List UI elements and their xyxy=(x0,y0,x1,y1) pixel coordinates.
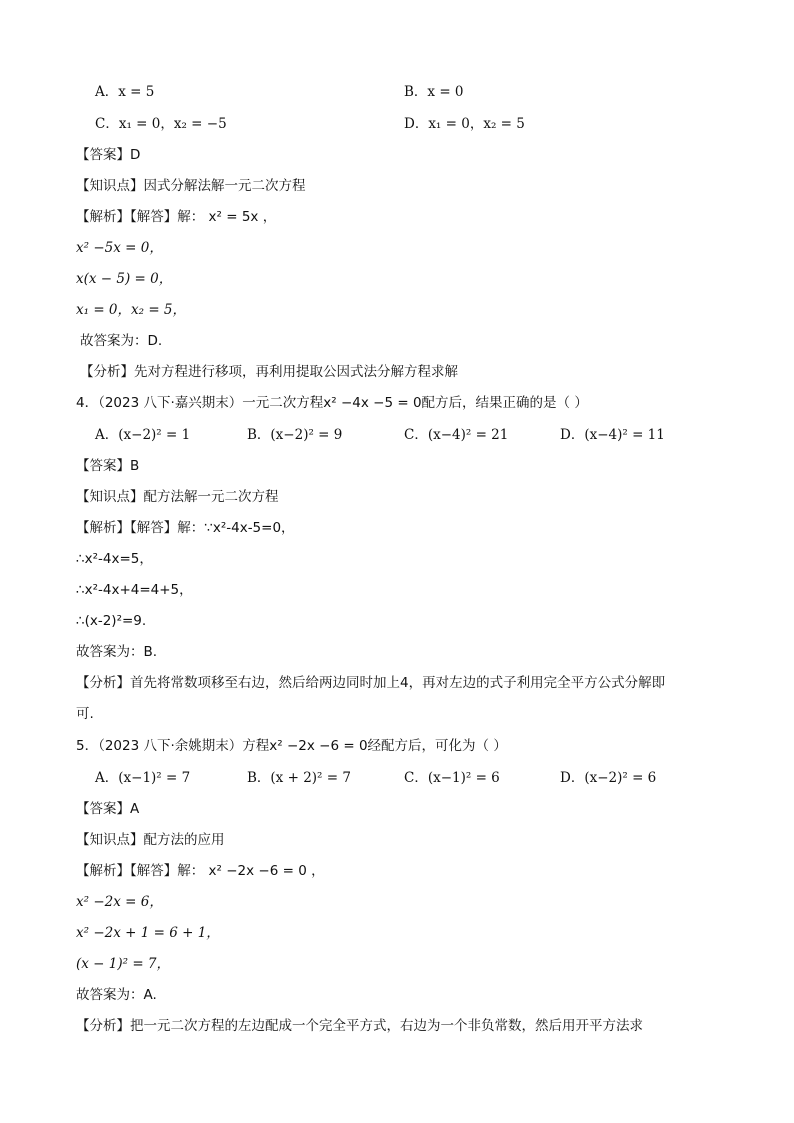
q5-answer: 【答案】A xyxy=(76,801,140,817)
q5-analysis-heading: 【解析】【解答】解： x² −2x −6 = 0 ， xyxy=(76,863,325,879)
q4-step-3: ∴(x-2)²=9. xyxy=(76,613,147,629)
q5-option-b: B．(x + 2)² = 7 xyxy=(247,770,351,786)
q3-step-1: x² −5x = 0， xyxy=(76,240,163,256)
q3-option-d: D．x₁ = 0，x₂ = 5 xyxy=(404,116,525,132)
q3-option-b: B．x = 0 xyxy=(404,84,464,100)
q4-stem: 4．（2023 八下·嘉兴期末）一元二次方程x² −4x −5 = 0配方后，结果正确的是（ ） xyxy=(76,395,588,411)
q3-option-c: C．x₁ = 0，x₂ = −5 xyxy=(95,116,227,132)
q4-option-d: D．(x−4)² = 11 xyxy=(560,427,665,443)
q3-answer: 【答案】D xyxy=(76,147,141,163)
q5-fenxi: 【分析】把一元二次方程的左边配成一个完全平方式，右边为一个非负常数，然后用开平方法求 xyxy=(76,1018,643,1034)
q5-option-d: D．(x−2)² = 6 xyxy=(560,770,657,786)
q5-stem: 5．（2023 八下·余姚期末）方程x² −2x −6 = 0经配方后，可化为（ ） xyxy=(76,738,507,754)
q5-step-3: (x − 1)² = 7， xyxy=(76,956,171,972)
q3-fenxi: 【分析】先对方程进行移项，再利用提取公因式法分解方程求解 xyxy=(80,364,458,380)
q4-fenxi-line-2: 可. xyxy=(76,706,94,722)
q3-step-2: x(x − 5) = 0， xyxy=(76,271,173,287)
q3-option-a: A．x = 5 xyxy=(95,84,155,100)
q4-conclusion: 故答案为：B. xyxy=(76,644,158,660)
q5-option-c: C．(x−1)² = 6 xyxy=(404,770,500,786)
q4-analysis-heading: 【解析】【解答】解：∵x²-4x-5=0， xyxy=(76,520,295,536)
q5-step-1: x² −2x = 6， xyxy=(76,894,163,910)
q5-knowledge-point: 【知识点】配方法的应用 xyxy=(76,832,225,848)
q3-conclusion: 故答案为：D. xyxy=(80,333,163,349)
q4-answer: 【答案】B xyxy=(76,458,140,474)
q4-step-2: ∴x²-4x+4=4+5， xyxy=(76,582,193,598)
q3-step-3: x₁ = 0，x₂ = 5， xyxy=(76,302,187,318)
q4-step-1: ∴x²-4x=5， xyxy=(76,551,153,567)
q5-conclusion: 故答案为：A. xyxy=(76,987,157,1003)
q4-option-c: C．(x−4)² = 21 xyxy=(404,427,509,443)
q4-fenxi-line-1: 【分析】首先将常数项移至右边，然后给两边同时加上4，再对左边的式子利用完全平方公式分解即 xyxy=(76,675,666,691)
q4-option-a: A．(x−2)² = 1 xyxy=(95,427,191,443)
q3-analysis-heading: 【解析】【解答】解： x² = 5x ， xyxy=(76,209,277,225)
q5-step-2: x² −2x + 1 = 6 + 1， xyxy=(76,925,220,941)
q5-option-a: A．(x−1)² = 7 xyxy=(95,770,191,786)
q4-option-b: B．(x−2)² = 9 xyxy=(247,427,343,443)
q3-knowledge-point: 【知识点】因式分解法解一元二次方程 xyxy=(76,178,306,194)
q4-knowledge-point: 【知识点】配方法解一元二次方程 xyxy=(76,489,279,505)
